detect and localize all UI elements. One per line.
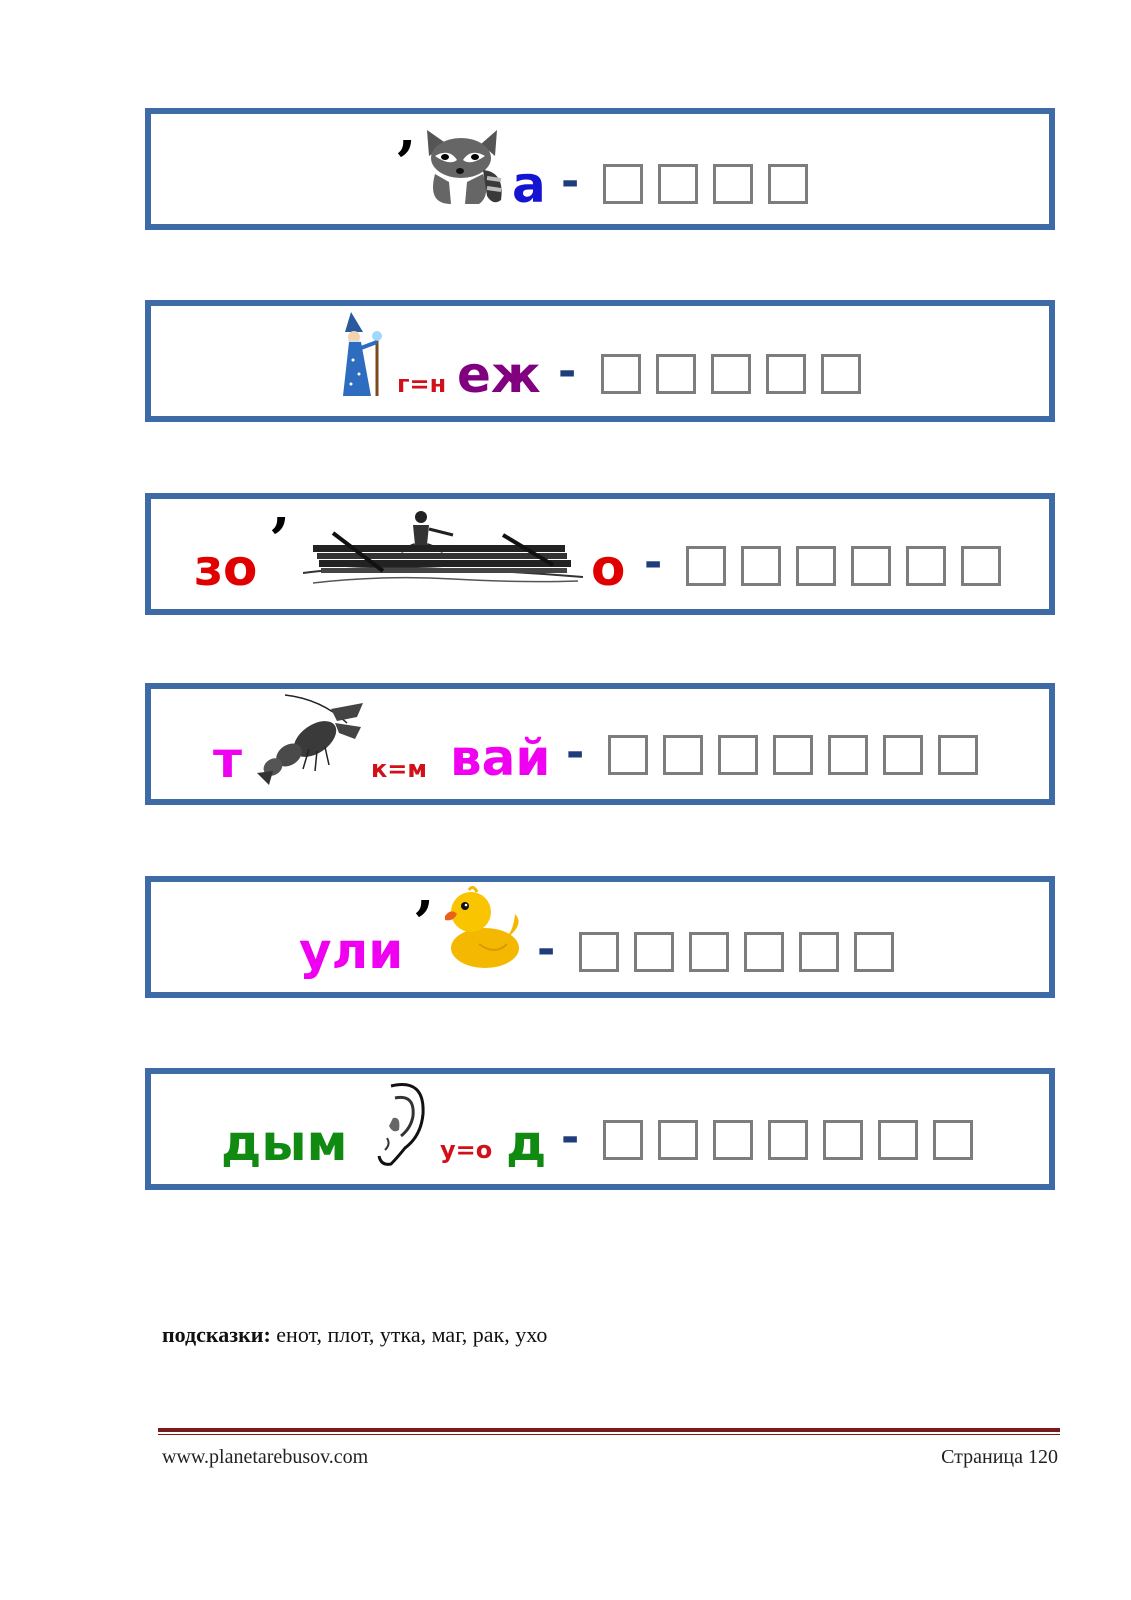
prefix-text: т [213,731,242,789]
suffix-text: а [512,156,546,214]
answer-box[interactable] [851,546,891,586]
hints-label: подсказки: [162,1322,271,1347]
rebus-row-2 [145,300,1055,422]
comma-mark: ’ [269,506,290,576]
answer-boxes [686,546,1001,586]
hints-text: енот, плот, утка, маг, рак, ухо [270,1322,548,1347]
answer-box[interactable] [854,932,894,972]
answer-box[interactable] [821,354,861,394]
rebus-row-6 [145,1068,1055,1190]
answer-box[interactable] [961,546,1001,586]
answer-boxes [579,932,894,972]
answer-box[interactable] [689,932,729,972]
suffix-text: о [591,539,626,597]
answer-box[interactable] [601,354,641,394]
answer-box[interactable] [799,932,839,972]
substitution-hint: у=о [440,1136,493,1164]
rebus-row-1 [145,108,1055,230]
rebus-row-4 [145,683,1055,805]
answer-box[interactable] [718,735,758,775]
suffix-text: еж [457,346,541,404]
answer-box[interactable] [878,1120,918,1160]
answer-box[interactable] [579,932,619,972]
answer-box[interactable] [768,1120,808,1160]
prefix-text: дым [221,1114,348,1172]
answer-box[interactable] [713,164,753,204]
suffix-text: вай [450,729,551,787]
prefix-text: зо [194,539,258,597]
prefix-text: ули [299,922,404,980]
answer-box[interactable] [711,354,751,394]
footer-rule-thin [158,1434,1060,1435]
footer-page-number: Страница 120 [941,1446,1058,1468]
rebus-row-5 [145,876,1055,998]
answer-box[interactable] [608,735,648,775]
dash: - [537,924,556,975]
raccoon-icon [421,126,505,206]
answer-box[interactable] [938,735,978,775]
answer-box[interactable] [823,1120,863,1160]
dash: - [558,346,577,397]
comma-mark: ’ [395,129,416,199]
answer-box[interactable] [906,546,946,586]
dash: - [561,156,580,207]
ear-icon [373,1078,429,1168]
answer-box[interactable] [603,1120,643,1160]
answer-box[interactable] [766,354,806,394]
substitution-hint: г=н [397,370,447,398]
dash: - [644,537,663,588]
dash: - [561,1112,580,1163]
answer-box[interactable] [828,735,868,775]
answer-boxes [603,1120,973,1160]
hints-line [162,1322,547,1348]
rebus-row-3 [145,493,1055,615]
answer-box[interactable] [656,354,696,394]
answer-box[interactable] [634,932,674,972]
answer-box[interactable] [768,164,808,204]
answer-boxes [603,164,808,204]
answer-box[interactable] [663,735,703,775]
wizard-icon [337,310,393,400]
answer-boxes [608,735,978,775]
dash: - [566,727,585,778]
answer-box[interactable] [658,164,698,204]
comma-mark: ’ [413,889,434,959]
answer-box[interactable] [796,546,836,586]
answer-box[interactable] [933,1120,973,1160]
crayfish-icon [251,693,369,785]
footer-rule [158,1428,1060,1432]
answer-boxes [601,354,861,394]
suffix-text: д [506,1114,547,1172]
answer-box[interactable] [658,1120,698,1160]
raft-icon [303,505,583,589]
answer-box[interactable] [883,735,923,775]
answer-box[interactable] [713,1120,753,1160]
answer-box[interactable] [603,164,643,204]
answer-box[interactable] [686,546,726,586]
footer-site[interactable]: www.planetarebusov.com [162,1446,369,1468]
answer-box[interactable] [741,546,781,586]
duck-icon [441,884,523,972]
answer-box[interactable] [744,932,784,972]
substitution-hint: к=м [371,755,428,783]
answer-box[interactable] [773,735,813,775]
